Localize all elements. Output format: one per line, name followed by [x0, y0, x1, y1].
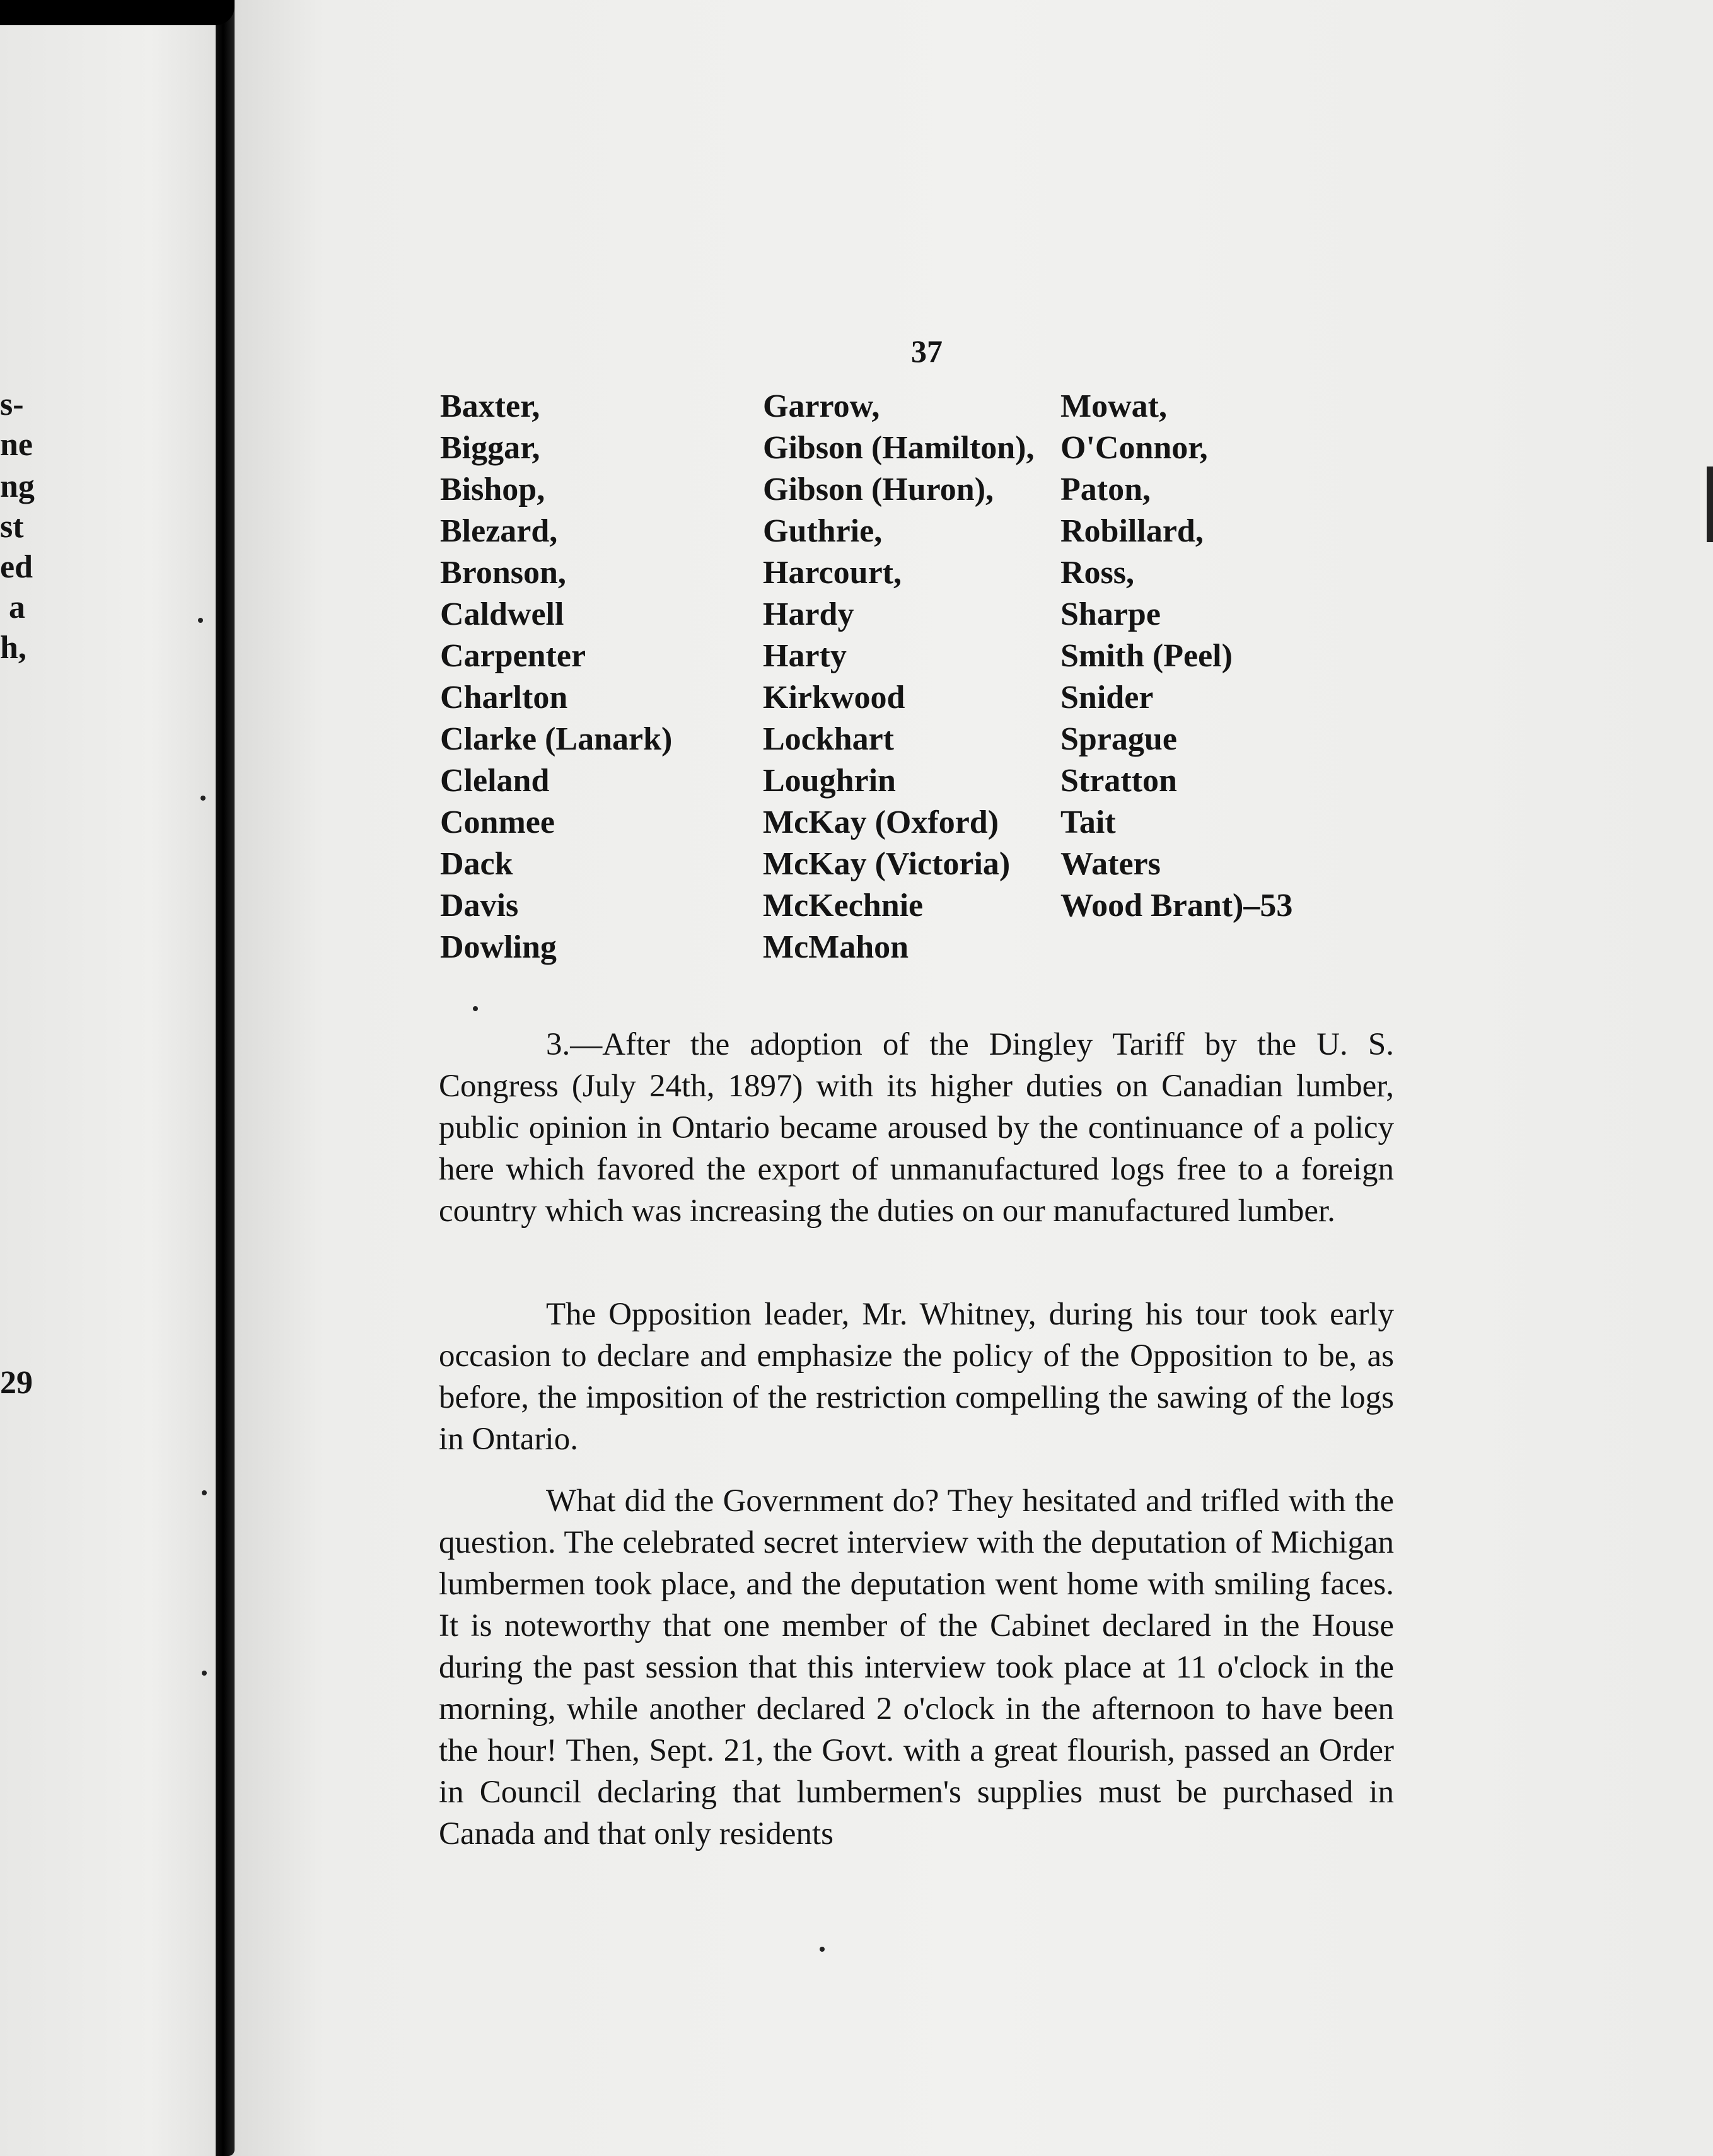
- facing-page-fragment: st: [0, 509, 24, 545]
- facing-page-fragment: h,: [0, 630, 26, 666]
- member-name: Baxter,: [440, 388, 540, 424]
- book-gutter: [216, 0, 235, 2156]
- member-name: Smith (Peel): [1060, 638, 1233, 674]
- print-speck: [200, 796, 206, 801]
- facing-page: [0, 0, 216, 2156]
- member-name: Guthrie,: [763, 513, 883, 549]
- member-name: Harcourt,: [763, 555, 902, 591]
- member-name: Gibson (Huron),: [763, 472, 994, 507]
- member-name: Kirkwood: [763, 680, 905, 716]
- member-name: Conmee: [440, 804, 555, 840]
- member-name: McKay (Victoria): [763, 846, 1011, 882]
- facing-page-fragment: 29: [0, 1365, 33, 1401]
- member-name: Bronson,: [440, 555, 566, 591]
- print-speck: [202, 1490, 207, 1495]
- roll-call-column-1: [440, 386, 672, 968]
- member-name: Dack: [440, 846, 513, 882]
- member-name: McMahon: [763, 929, 909, 965]
- print-speck: [198, 618, 203, 623]
- member-name: Biggar,: [440, 430, 540, 466]
- paragraph-opposition-leader: The Opposition leader, Mr. Whitney, during his tour took early occasion to declare and emphasize the policy of the Opposition to be, as before, the imposition of the restriction compelling the sawing of the logs in Ontario.: [439, 1297, 1394, 1457]
- member-name: McKay (Oxford): [763, 804, 999, 840]
- member-name: Robillard,: [1060, 513, 1204, 549]
- facing-page-fragment: ng: [0, 468, 35, 504]
- member-name: Tait: [1060, 804, 1116, 840]
- member-name: Stratton: [1060, 763, 1177, 799]
- member-name: Harty: [763, 638, 847, 674]
- member-name: Caldwell: [440, 596, 564, 632]
- book-fold-shadow: [0, 0, 235, 25]
- facing-page-fragment: s-: [0, 386, 24, 422]
- member-name: Gibson (Hamilton),: [763, 430, 1035, 466]
- paragraph-government-response: What did the Government do? They hesitated and trifled with the question. The celebrated secret interview with the deputation of Michigan lumbermen took place, and the deputation went home with smiling faces. It is noteworthy that one member of the Cabinet declared in the House during the past session that this interview took place at 11 o'clock in the morning, while another declared 2 o'clock in the afternoon to have been the hour! Then, Sept. 21, the Govt. with a great flourish, passed an Order in Council declaring that lumbermen's supplies must be purchased in Canada and that only residents: [439, 1483, 1394, 1852]
- member-name: Carpenter: [440, 638, 586, 674]
- roll-call-column-2: [763, 386, 1035, 968]
- page-number: 37: [911, 333, 943, 369]
- facing-page-fragment: a: [9, 589, 25, 625]
- member-name: Hardy: [763, 596, 854, 632]
- member-name: Bishop,: [440, 472, 545, 507]
- member-name: Blezard,: [440, 513, 558, 549]
- member-name: Charlton: [440, 680, 568, 716]
- member-name: Paton,: [1060, 472, 1151, 507]
- member-name: O'Connor,: [1060, 430, 1208, 466]
- member-name: Sharpe: [1060, 596, 1161, 632]
- member-name: Dowling: [440, 929, 557, 965]
- print-speck: [473, 1006, 478, 1011]
- facing-page-fragment: ed: [0, 549, 33, 585]
- paragraph-dingley-tariff: 3.—After the adoption of the Dingley Tariff by the U. S. Congress (July 24th, 1897) with its higher duties on Canadian lumber, public opinion in Ontario became aroused by the continuance of a policy here which favored the export of unmanufactured logs free to a foreign country which was increasing the duties on our manufactured lumber.: [439, 1027, 1394, 1229]
- page-edge-mark: [1707, 467, 1713, 542]
- member-name: Mowat,: [1060, 388, 1167, 424]
- member-name: Garrow,: [763, 388, 880, 424]
- member-name: Lockhart: [763, 721, 894, 757]
- member-name: Waters: [1060, 846, 1161, 882]
- member-name: Cleland: [440, 763, 550, 799]
- member-name: McKechnie: [763, 888, 924, 924]
- print-speck: [820, 1947, 825, 1952]
- member-name: Davis: [440, 888, 519, 924]
- member-name: Wood Brant)–53: [1060, 888, 1293, 924]
- member-name: Snider: [1060, 680, 1154, 716]
- member-name: Clarke (Lanark): [440, 721, 673, 757]
- print-speck: [202, 1671, 207, 1676]
- member-name: Sprague: [1060, 721, 1177, 757]
- member-name: Loughrin: [763, 763, 896, 799]
- roll-call-column-3: [1060, 386, 1292, 927]
- facing-page-fragment: ne: [0, 427, 33, 463]
- member-name: Ross,: [1060, 555, 1135, 591]
